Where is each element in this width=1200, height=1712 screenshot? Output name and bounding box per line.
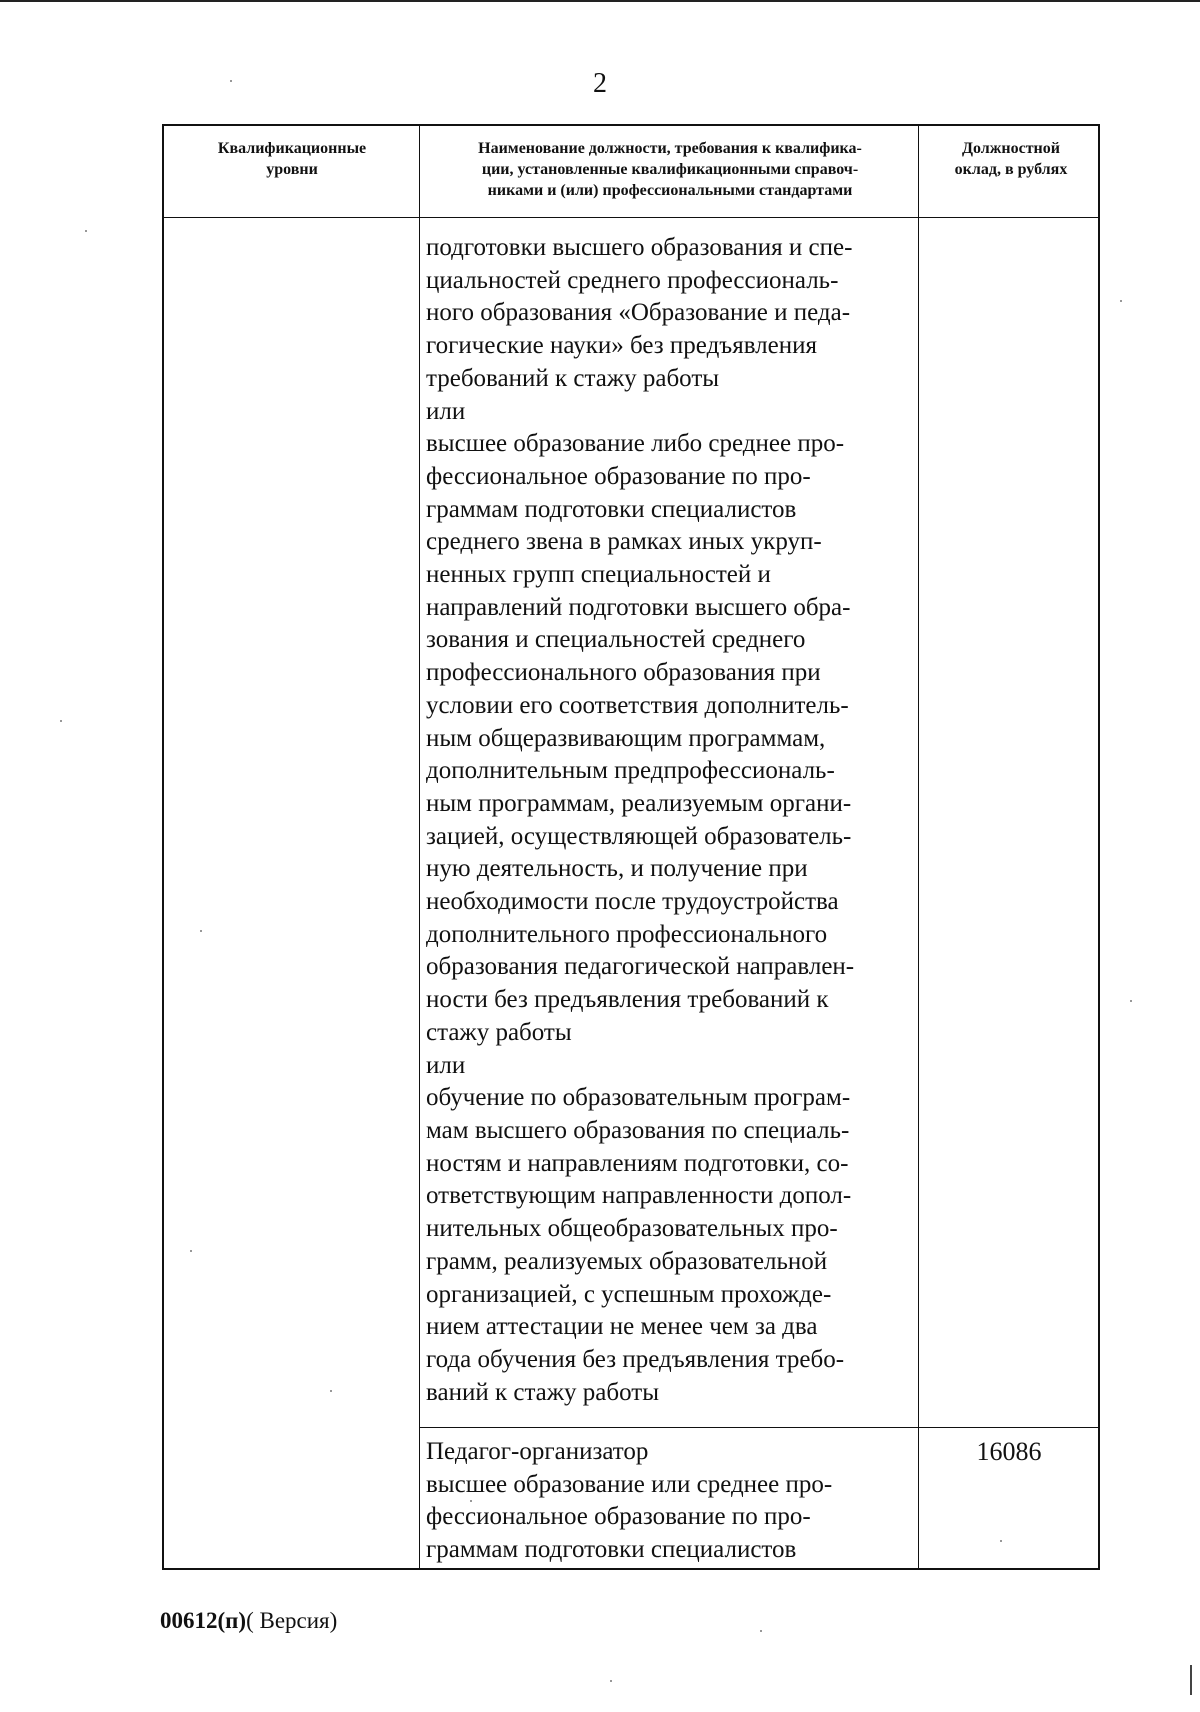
position-requirements-text: Педагог-организатор высшее образование или среднее про- фессиональное образование по про- граммам подготовки специалистов: [426, 1438, 833, 1564]
header-position-requirements: Наименование должности, требования к квалифика- ции, установленные квалификационными справоч- никами и (или) профессиональными стандартами: [478, 140, 862, 199]
scan-speck: [190, 1250, 192, 1252]
row-divider: [419, 1427, 1098, 1428]
requirements-text: подготовки высшего образования и спе- циальностей среднего профессиональ- ного образования «Образование и педа- гогические науки» без предъявления требований к стажу работы или высшее образование либо среднее про- фессиональное образование по про- граммам подготовки специалистов среднего звена в рамках иных укруп- ненных групп специальностей и направлений подготовки высшего обра- зования и специальностей среднего профессионального образования при условии его соответствия дополнитель- ным общеразвивающим программам, дополнительным предпрофессиональ- ным программам, реализуемым органи- зацией, осуществляющей образователь- ную деятельность, и получение при необходимости после трудоустройства дополнительного профессионального образования педагогической направлен- ности без предъявления требований к стажу работы или обучение по образовательным програм- мам высшего образования по специаль- ностям и направлениям подготовки, со- ответствующим направленности допол- нительных общеобразовательных про- грамм, реализуемых образовательной организацией, с успешным прохожде- нием аттестации не менее чем за два года обучения без предъявления требо- ваний к стажу работы: [426, 234, 855, 1406]
document-code: [160, 1608, 337, 1634]
top-border-rule: [0, 0, 1200, 2]
qualification-table: [162, 124, 1100, 1570]
scan-speck: [85, 230, 87, 232]
header-divider: [164, 217, 1098, 218]
document-code-number: 00612(п): [160, 1608, 247, 1633]
scan-speck: [470, 1500, 472, 1502]
page-number: 2: [593, 68, 607, 99]
scan-speck: [230, 80, 232, 82]
scan-speck: [1000, 1540, 1002, 1542]
scan-edge-mark: [1190, 1665, 1192, 1695]
salary-value: 16086: [976, 1437, 1042, 1466]
scan-speck: [200, 930, 202, 932]
scan-speck: [330, 1390, 332, 1392]
scan-speck: [1120, 300, 1122, 302]
column-divider: [419, 126, 420, 1568]
document-version: ( Версия): [246, 1608, 338, 1633]
header-salary: Должностной оклад, в рублях: [954, 140, 1068, 178]
column-divider: [918, 126, 919, 1568]
scan-speck: [1130, 1000, 1132, 1002]
scan-speck: [60, 720, 62, 722]
scan-speck: [760, 1630, 762, 1632]
scan-speck: [610, 1680, 612, 1682]
header-qualification-levels: Квалификационные уровни: [217, 140, 367, 178]
